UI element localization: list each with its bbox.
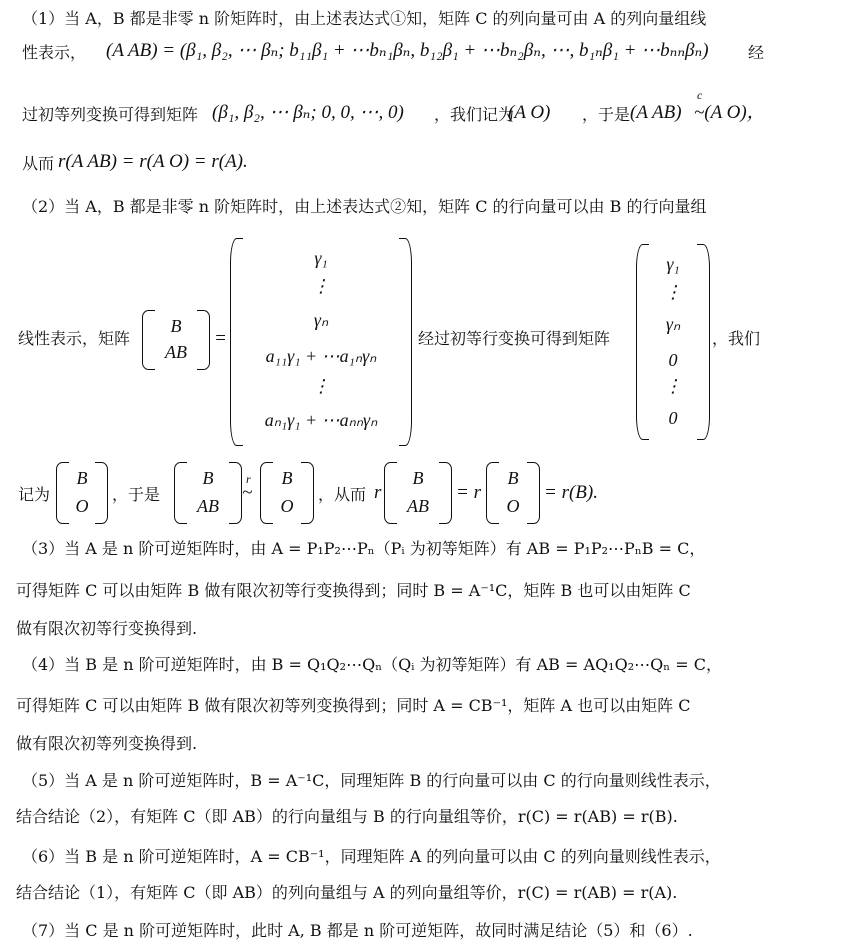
matrix-cell: AB — [407, 496, 429, 516]
p1-line2-text: 性表示， — [22, 43, 87, 62]
matrix-B-AB-3 — [384, 462, 452, 524]
p6-line2: 结合结论（1），有矩阵 C（即 AB）的列向量组与 A 的列向量组等价，r(C) = r(AB) = r(A). — [16, 883, 678, 902]
matrix-cell: B — [170, 316, 182, 336]
matrix-gamma-zero — [636, 244, 710, 440]
p6-line1: （6）当 B 是 n 阶可逆矩阵时，A = CB⁻¹，同理矩阵 A 的列向量可以由 C 的列向量则线性表示， — [22, 847, 721, 866]
matrix-cell: ⋮ — [664, 282, 682, 302]
p2-line2-text2: 经过初等行变换可得到矩阵 — [418, 329, 611, 348]
rank-r-1: r — [374, 482, 382, 503]
rank-eq-r: = r — [456, 482, 481, 503]
p1-line3-text3: ，于是 — [582, 105, 631, 124]
matrix-cell: AB — [165, 342, 187, 362]
matrix-B-O-2 — [260, 462, 314, 524]
matrix-cell: 0 — [668, 408, 678, 428]
matrix-cell: O — [75, 496, 89, 516]
p4-line1: （4）当 B 是 n 阶可逆矩阵时，由 B = Q₁Q₂⋯Qₙ（Qᵢ 为初等矩阵）有 AB = AQ₁Q₂⋯Qₙ = C， — [22, 655, 722, 674]
matrix-cell: γ₁ — [666, 254, 680, 274]
matrix-cell: 0 — [668, 350, 678, 370]
matrix-cell: a₁₁γ₁ + ⋯a₁ₙγₙ — [265, 346, 377, 366]
p1-line3-equiv: ~(A O)， — [694, 102, 766, 123]
matrix-cell: O — [280, 496, 294, 516]
p1-line3-text2: ，我们记为 — [434, 105, 515, 124]
p5-line1: （5）当 A 是 n 阶可逆矩阵时，B = A⁻¹C，同理矩阵 B 的行向量可以由 C 的行向量则线性表示， — [22, 771, 721, 790]
p1-line4-text: 从而 — [22, 154, 55, 173]
row-equiv-tilde: ~ — [242, 482, 253, 503]
matrix-cell: AB — [197, 496, 219, 516]
matrix-B-AB-2 — [174, 462, 242, 524]
p1-line3-AAB: (A AB) — [630, 102, 682, 123]
matrix-B-O-3 — [486, 462, 540, 524]
matrix-cell: B — [202, 468, 214, 488]
matrix-B-O-1 — [56, 462, 108, 524]
p1-line3-c-label: c — [697, 88, 703, 102]
matrix-cell: aₙ₁γ₁ + ⋯aₙₙγₙ — [264, 410, 378, 430]
matrix-cell: B — [281, 468, 293, 488]
matrix-cell: B — [412, 468, 424, 488]
p2-line3-text3: ，从而 — [318, 485, 367, 504]
p5-line2: 结合结论（2），有矩阵 C（即 AB）的行向量组与 B 的行向量组等价，r(C) = r(AB) = r(B). — [16, 807, 678, 826]
matrix-gamma-expanded — [230, 238, 412, 446]
p1-line3-formula: (β₁, β₂, ⋯ βₙ; 0, 0, ⋯, 0) — [212, 102, 404, 123]
rank-result: = r(B). — [544, 482, 598, 503]
equals-sign: = — [214, 328, 227, 349]
p1-line2-formula: (A AB) = (β₁, β₂, ⋯ βₙ; b₁₁β₁ + ⋯bₙ₁βₙ, b₁₂β₁ + ⋯bₙ₂βₙ, ⋯, b₁ₙβ₁ + ⋯bₙₙβₙ) — [106, 40, 709, 61]
matrix-cell: B — [76, 468, 88, 488]
p1-line3-text: 过初等列变换可得到矩阵 — [22, 105, 199, 124]
p1-line4-formula: r(A AB) = r(A O) = r(A). — [58, 151, 248, 172]
matrix-cell: γₙ — [665, 314, 681, 334]
p3-line1: （3）当 A 是 n 阶可逆矩阵时，由 A = P₁P₂⋯Pₙ（Pᵢ 为初等矩阵）有 AB = P₁P₂⋯PₙB = C， — [22, 539, 706, 558]
p3-line3: 做有限次初等行变换得到. — [16, 619, 198, 638]
p3-line2: 可得矩阵 C 可以由矩阵 B 做有限次初等行变换得到；同时 B = A⁻¹C，矩阵 B 也可以由矩阵 C — [16, 581, 691, 600]
p2-line3-text2: ，于是 — [112, 485, 161, 504]
p1-line3-AO: (A O) — [508, 102, 551, 123]
p4-line2: 可得矩阵 C 可以由矩阵 B 做有限次初等列变换得到；同时 A = CB⁻¹，矩阵 A 也可以由矩阵 C — [16, 696, 691, 715]
matrix-cell: ⋮ — [312, 276, 330, 296]
p2-line2-text: 线性表示，矩阵 — [18, 329, 131, 348]
p7-line1: （7）当 C 是 n 阶可逆矩阵时，此时 A, B 都是 n 阶可逆矩阵，故同时满足结论（5）和（6）. — [22, 921, 693, 940]
p4-line3: 做有限次初等列变换得到. — [16, 734, 198, 753]
p2-line3-text: 记为 — [18, 485, 51, 504]
p2-line1: （2）当 A，B 都是非零 n 阶矩阵时，由上述表达式②知，矩阵 C 的行向量可以由 B 的行向量组 — [22, 197, 707, 216]
p2-line2-tail: ，我们 — [712, 329, 761, 348]
matrix-cell: γₙ — [313, 310, 329, 330]
matrix-cell: B — [507, 468, 519, 488]
p1-line2-tail: 经 — [748, 43, 765, 62]
row-equiv-r-label: r — [246, 472, 251, 486]
matrix-cell: O — [506, 496, 520, 516]
p1-line1: （1）当 A，B 都是非零 n 阶矩阵时，由上述表达式①知，矩阵 C 的列向量可由 A 的列向量组线 — [22, 9, 707, 28]
matrix-cell: γ₁ — [314, 248, 328, 268]
matrix-cell: ⋮ — [664, 376, 682, 396]
matrix-cell: ⋮ — [312, 376, 330, 396]
matrix-B-AB — [142, 310, 210, 370]
